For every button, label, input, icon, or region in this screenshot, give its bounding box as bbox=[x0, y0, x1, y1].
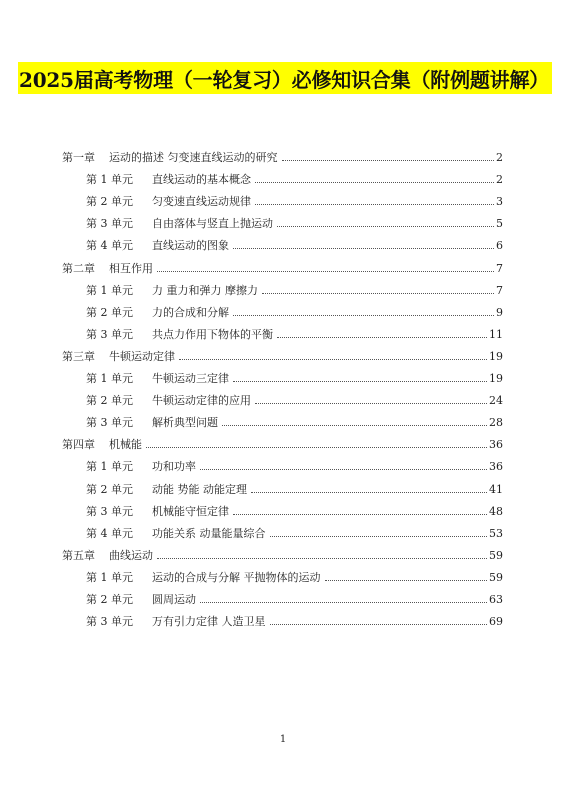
toc-entry-title: 运动的合成与分解 平抛物体的运动 bbox=[152, 571, 321, 584]
toc-entry-page: 41 bbox=[489, 483, 503, 496]
toc-dot-leader bbox=[233, 381, 487, 382]
toc-entry-page: 28 bbox=[489, 416, 503, 429]
toc-entry-label: 第 1 单元 bbox=[86, 571, 133, 584]
document-title: 2025届高考物理（一轮复习）必修知识合集（附例题讲解） bbox=[19, 67, 550, 92]
toc-dot-leader bbox=[270, 536, 488, 537]
toc-entry-label: 第二章 bbox=[62, 262, 95, 275]
toc-entry-title: 运动的描述 匀变速直线运动的研究 bbox=[109, 151, 278, 164]
toc-entry-label: 第 3 单元 bbox=[86, 615, 133, 628]
toc-unit-entry[interactable] bbox=[86, 505, 503, 519]
toc-entry-page: 53 bbox=[489, 527, 503, 540]
toc-entry-page: 36 bbox=[489, 438, 503, 451]
toc-unit-entry[interactable] bbox=[86, 328, 503, 342]
toc-dot-leader bbox=[200, 602, 487, 603]
toc-chapter-entry[interactable] bbox=[62, 151, 503, 165]
toc-unit-entry[interactable] bbox=[86, 217, 503, 231]
toc-entry-title: 圆周运动 bbox=[152, 593, 196, 606]
toc-entry-label: 第 3 单元 bbox=[86, 416, 133, 429]
toc-entry-page: 69 bbox=[489, 615, 503, 628]
toc-dot-leader bbox=[255, 403, 487, 404]
toc-entry-page: 2 bbox=[496, 173, 503, 186]
toc-dot-leader bbox=[222, 425, 487, 426]
toc-unit-entry[interactable] bbox=[86, 527, 503, 541]
toc-dot-leader bbox=[277, 226, 494, 227]
toc-entry-page: 2 bbox=[496, 151, 503, 164]
toc-dot-leader bbox=[262, 293, 494, 294]
toc-entry-page: 7 bbox=[496, 262, 503, 275]
toc-entry-title: 功和功率 bbox=[152, 460, 196, 473]
toc-entry-title: 功能关系 动量能量综合 bbox=[152, 527, 266, 540]
toc-chapter-entry[interactable] bbox=[62, 350, 503, 364]
toc-entry-title: 动能 势能 动能定理 bbox=[152, 483, 247, 496]
toc-entry-label: 第五章 bbox=[62, 549, 95, 562]
toc-unit-entry[interactable] bbox=[86, 372, 503, 386]
toc-unit-entry[interactable] bbox=[86, 394, 503, 408]
toc-entry-title: 自由落体与竖直上抛运动 bbox=[152, 217, 273, 230]
toc-dot-leader bbox=[200, 469, 487, 470]
toc-entry-page: 5 bbox=[496, 217, 503, 230]
toc-entry-title: 解析典型问题 bbox=[152, 416, 218, 429]
toc-entry-title: 匀变速直线运动规律 bbox=[152, 195, 251, 208]
toc-unit-entry[interactable] bbox=[86, 483, 503, 497]
toc-entry-page: 36 bbox=[489, 460, 503, 473]
toc-entry-label: 第 2 单元 bbox=[86, 306, 133, 319]
toc-entry-page: 19 bbox=[489, 372, 503, 385]
toc-entry-page: 24 bbox=[489, 394, 503, 407]
toc-entry-label: 第一章 bbox=[62, 151, 95, 164]
toc-entry-label: 第四章 bbox=[62, 438, 95, 451]
toc-dot-leader bbox=[325, 580, 488, 581]
toc-entry-label: 第 1 单元 bbox=[86, 173, 133, 186]
toc-entry-page: 11 bbox=[489, 328, 503, 341]
toc-entry-title: 曲线运动 bbox=[109, 549, 153, 562]
document-title-highlight bbox=[18, 62, 552, 94]
toc-chapter-entry[interactable] bbox=[62, 262, 503, 276]
toc-entry-title: 力 重力和弹力 摩擦力 bbox=[152, 284, 258, 297]
toc-entry-label: 第 3 单元 bbox=[86, 505, 133, 518]
toc-entry-page: 59 bbox=[489, 549, 503, 562]
toc-entry-page: 3 bbox=[496, 195, 503, 208]
toc-dot-leader bbox=[270, 624, 488, 625]
toc-chapter-entry[interactable] bbox=[62, 549, 503, 563]
toc-dot-leader bbox=[233, 315, 494, 316]
toc-entry-title: 力的合成和分解 bbox=[152, 306, 229, 319]
toc-dot-leader bbox=[233, 514, 487, 515]
toc-entry-label: 第 2 单元 bbox=[86, 195, 133, 208]
toc-entry-label: 第 3 单元 bbox=[86, 217, 133, 230]
toc-unit-entry[interactable] bbox=[86, 615, 503, 629]
toc-entry-title: 牛顿运动定律 bbox=[109, 350, 175, 363]
toc-unit-entry[interactable] bbox=[86, 284, 503, 298]
toc-dot-leader bbox=[255, 182, 494, 183]
toc-unit-entry[interactable] bbox=[86, 571, 503, 585]
toc-entry-title: 牛顿运动定律的应用 bbox=[152, 394, 251, 407]
toc-entry-page: 63 bbox=[489, 593, 503, 606]
toc-entry-page: 19 bbox=[489, 350, 503, 363]
toc-entry-label: 第 2 单元 bbox=[86, 483, 133, 496]
toc-entry-title: 万有引力定律 人造卫星 bbox=[152, 615, 266, 628]
toc-entry-title: 相互作用 bbox=[109, 262, 153, 275]
toc-entry-title: 牛顿运动三定律 bbox=[152, 372, 229, 385]
toc-chapter-entry[interactable] bbox=[62, 438, 503, 452]
toc-entry-page: 59 bbox=[489, 571, 503, 584]
toc-entry-page: 48 bbox=[489, 505, 503, 518]
toc-entry-title: 机械能守恒定律 bbox=[152, 505, 229, 518]
toc-dot-leader bbox=[255, 204, 494, 205]
toc-entry-page: 6 bbox=[496, 239, 503, 252]
toc-entry-page: 9 bbox=[496, 306, 503, 319]
toc-entry-label: 第 1 单元 bbox=[86, 460, 133, 473]
toc-entry-label: 第 2 单元 bbox=[86, 593, 133, 606]
toc-unit-entry[interactable] bbox=[86, 195, 503, 209]
toc-entry-title: 机械能 bbox=[109, 438, 142, 451]
toc-dot-leader bbox=[146, 447, 487, 448]
toc-entry-title: 共点力作用下物体的平衡 bbox=[152, 328, 273, 341]
toc-dot-leader bbox=[277, 337, 487, 338]
toc-dot-leader bbox=[233, 248, 494, 249]
toc-entry-page: 7 bbox=[496, 284, 503, 297]
toc-dot-leader bbox=[157, 558, 487, 559]
toc-unit-entry[interactable] bbox=[86, 416, 503, 430]
toc-unit-entry[interactable] bbox=[86, 173, 503, 187]
toc-dot-leader bbox=[282, 160, 495, 161]
toc-entry-label: 第 1 单元 bbox=[86, 372, 133, 385]
page-number: 1 bbox=[279, 734, 287, 745]
toc-entry-label: 第 4 单元 bbox=[86, 239, 133, 252]
toc-entry-label: 第 3 单元 bbox=[86, 328, 133, 341]
toc-dot-leader bbox=[179, 359, 487, 360]
toc-entry-label: 第 4 单元 bbox=[86, 527, 133, 540]
toc-dot-leader bbox=[157, 271, 494, 272]
toc-entry-title: 直线运动的图象 bbox=[152, 239, 229, 252]
toc-dot-leader bbox=[251, 492, 487, 493]
toc-unit-entry[interactable] bbox=[86, 306, 503, 320]
toc-entry-label: 第 2 单元 bbox=[86, 394, 133, 407]
toc-entry-title: 直线运动的基本概念 bbox=[152, 173, 251, 186]
toc-unit-entry[interactable] bbox=[86, 239, 503, 253]
toc-entry-label: 第 1 单元 bbox=[86, 284, 133, 297]
toc-unit-entry[interactable] bbox=[86, 460, 503, 474]
toc-entry-label: 第三章 bbox=[62, 350, 95, 363]
toc-unit-entry[interactable] bbox=[86, 593, 503, 607]
